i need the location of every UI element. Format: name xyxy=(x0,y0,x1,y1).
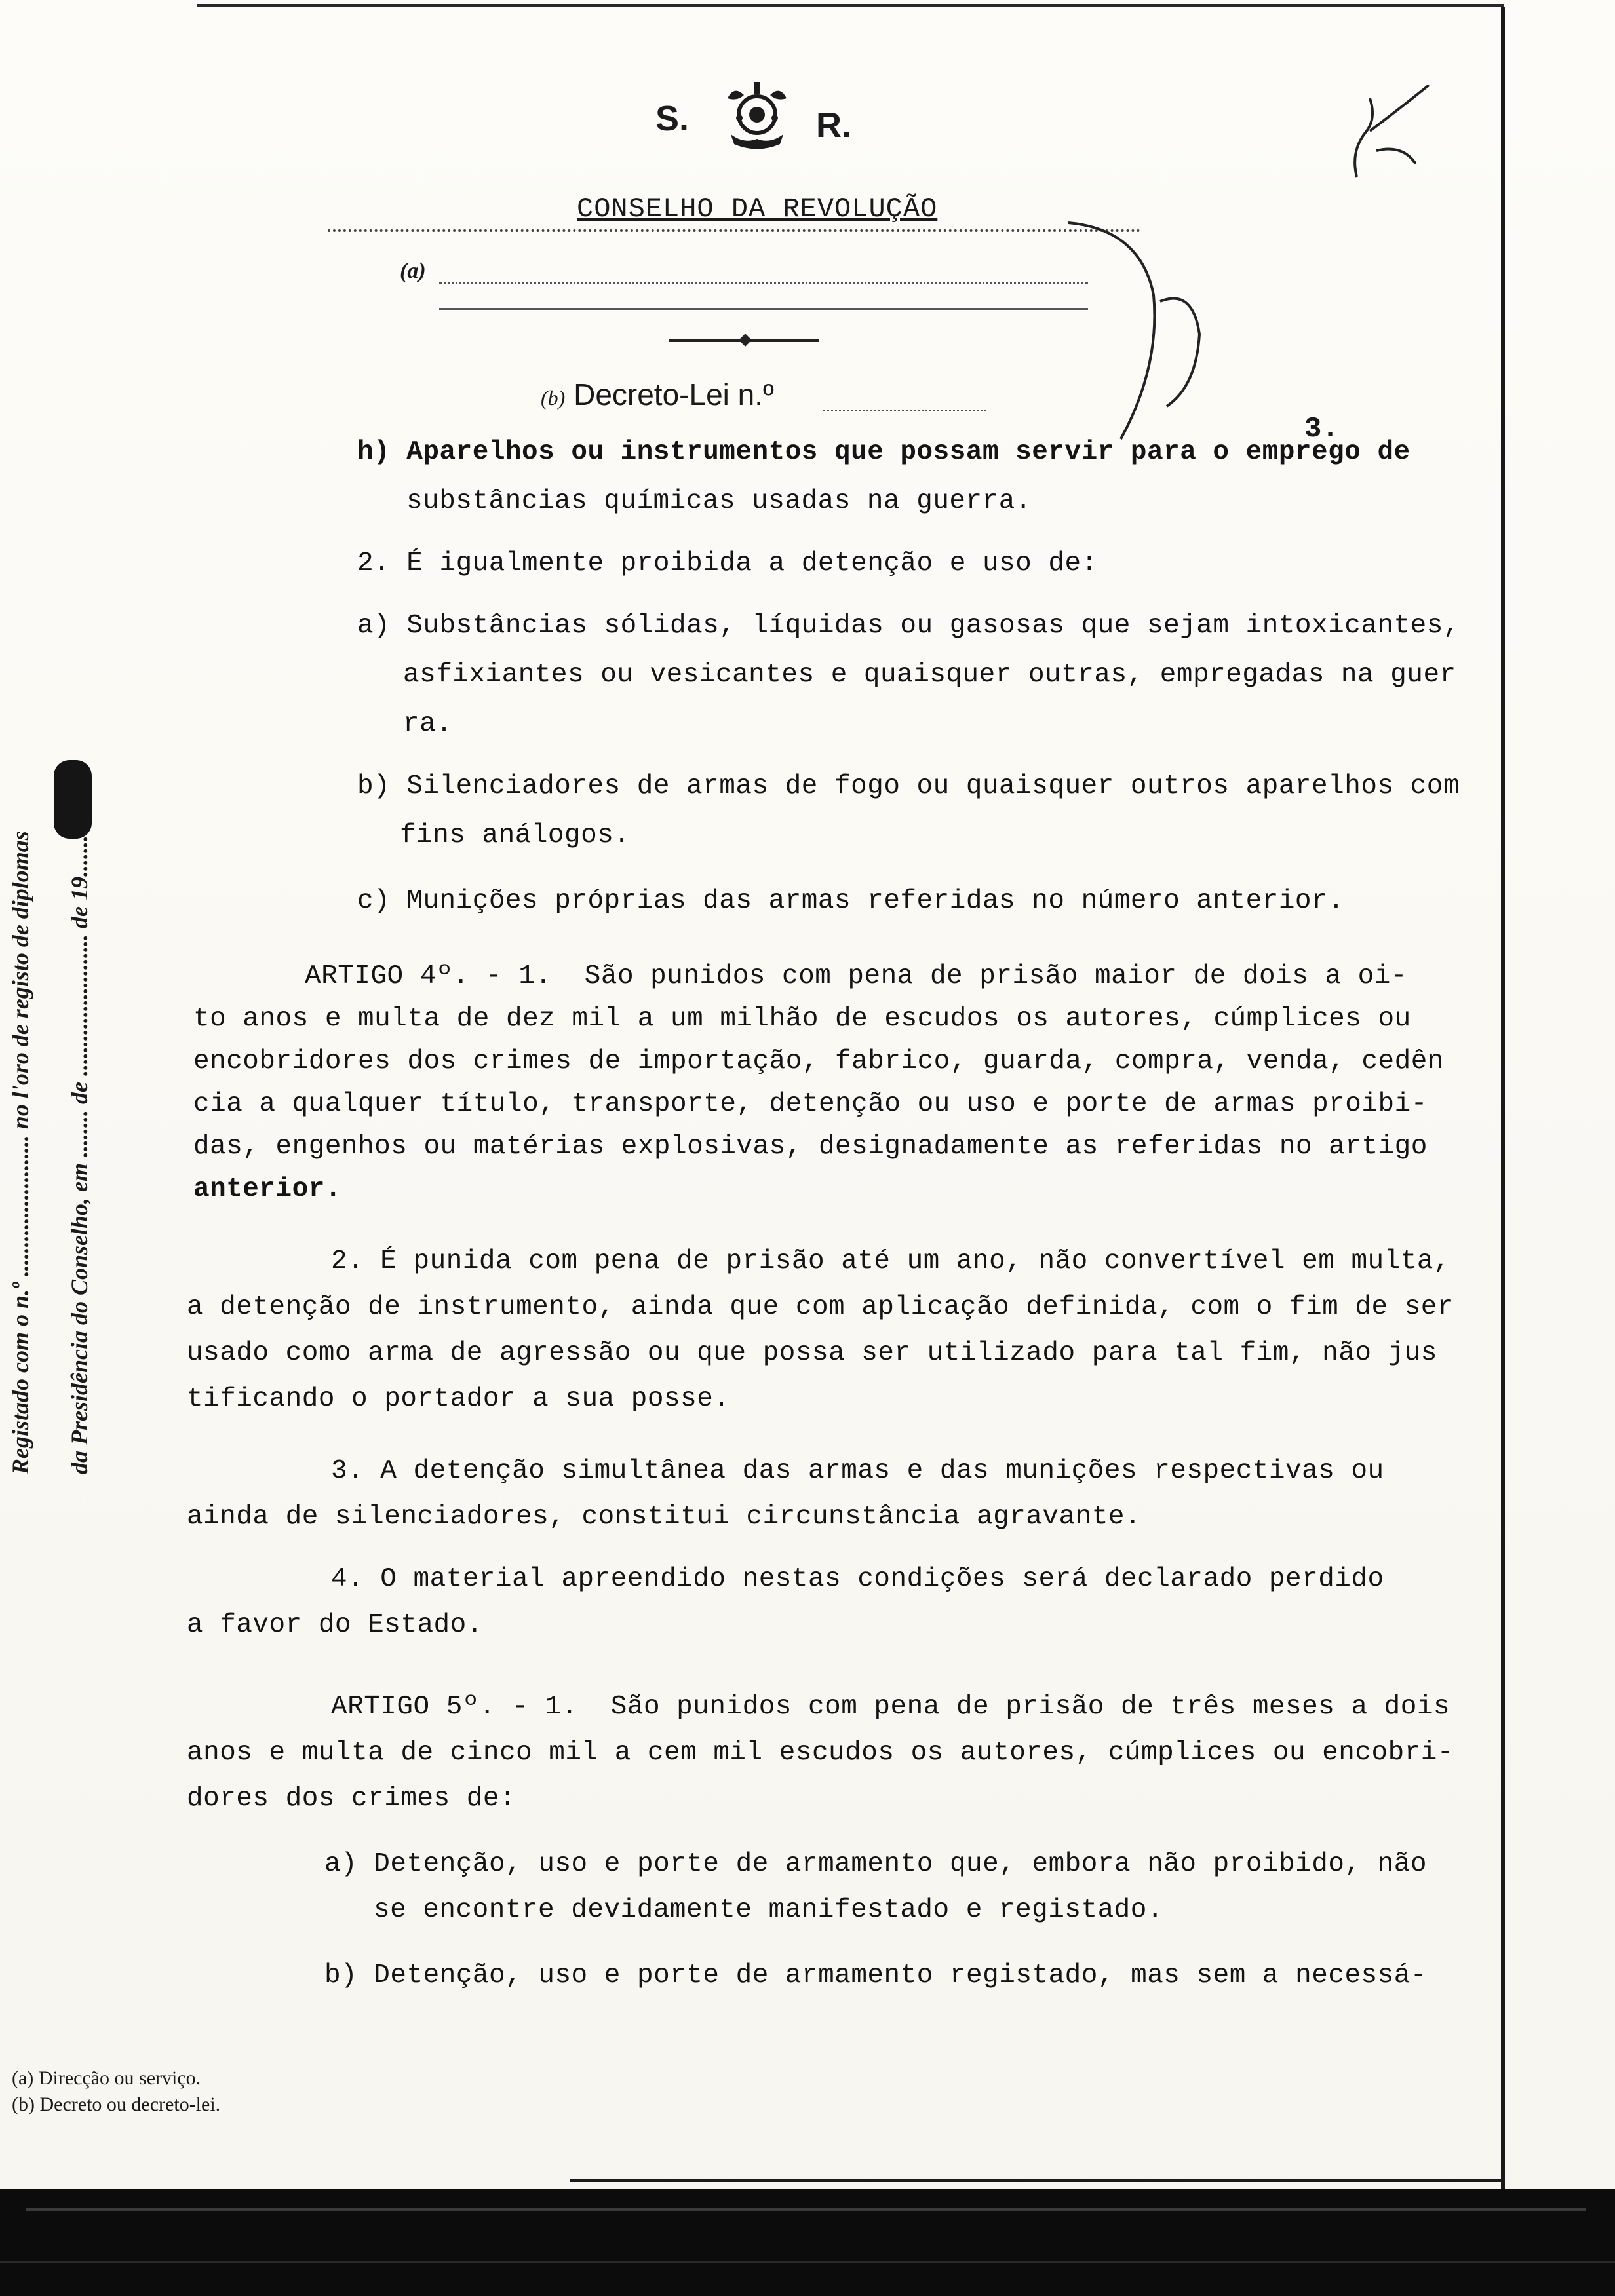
decree-b-label: (b) xyxy=(541,386,566,410)
art4-p2-line-4: tificando o portador a sua posse. xyxy=(187,1384,730,1414)
item-2a-line-3: ra. xyxy=(403,709,453,739)
header-left-letter: S. xyxy=(655,99,690,138)
item-2c: c) Munições próprias das armas referidas no número anterior. xyxy=(357,886,1345,916)
decree-label-line xyxy=(541,377,774,412)
art4-p1-line-5: das, engenhos ou matérias explosivas, designadamente as referidas no artigo xyxy=(193,1132,1428,1162)
direction-underline xyxy=(439,308,1088,310)
art4-p4-line-1: 4. O material apreendido nestas condições será declarado perdido xyxy=(331,1564,1384,1594)
council-title: CONSELHO DA REVOLUÇÃO xyxy=(577,193,938,225)
art5-a-line-1: a) Detenção, uso e porte de armamento que, embora não proibido, não xyxy=(324,1849,1427,1879)
art5-b-line-1: b) Detenção, uso e porte de armamento registado, mas sem a necessá- xyxy=(324,1961,1427,1991)
margin-registration-line-2: da Presidência do Conselho, em ........ de ........................ de 19........ xyxy=(66,830,92,1474)
margin-seal xyxy=(54,760,92,839)
art4-p2-line-3: usado como arma de agressão ou que possa ser utilizado para tal fim, não jus xyxy=(187,1338,1437,1368)
art5-p1-line-3: dores dos crimes de: xyxy=(187,1784,516,1814)
art4-p1-line-4: cia a qualquer título, transporte, detenção ou uso e porte de armas proibi- xyxy=(193,1089,1428,1119)
art5-p1-line-2: anos e multa de cinco mil a cem mil escudos os autores, cúmplices ou encobri- xyxy=(187,1738,1454,1768)
art4-p2-line-2: a detenção de instrumento, ainda que com aplicação definida, com o fim de ser xyxy=(187,1292,1454,1322)
separator-diamond xyxy=(739,334,752,347)
direction-dotted-line xyxy=(439,282,1088,284)
margin-registration-line-1: Registado com o n.º ........................ no l'oro de registo de diplomas xyxy=(7,831,33,1474)
item-2a-line-1: a) Substâncias sólidas, líquidas ou gasosas que sejam intoxicantes, xyxy=(357,611,1460,641)
footnote-a: (a) Direcção ou serviço. xyxy=(12,2067,201,2089)
item-h-line-2: substâncias químicas usadas na guerra. xyxy=(406,486,1032,516)
handwritten-initial-icon xyxy=(1331,72,1442,190)
item-2b-line-2: fins análogos. xyxy=(400,820,631,851)
right-border-line xyxy=(1501,7,1505,2189)
art5-p1-line-1: ARTIGO 5º. - 1. São punidos com pena de prisão de três meses a dois xyxy=(331,1692,1450,1722)
item-2-intro: 2. É igualmente proibida a detenção e uso de: xyxy=(357,548,1098,579)
art4-p1-line-3: encobridores dos crimes de importação, fabrico, guarda, compra, venda, cedên xyxy=(193,1046,1444,1077)
art4-p3-line-1: 3. A detenção simultânea das armas e das munições respectivas ou xyxy=(331,1456,1384,1486)
scan-edge-band xyxy=(0,2189,1615,2296)
art4-p1-line-1: ARTIGO 4º. - 1. São punidos com pena de prisão maior de dois a oi- xyxy=(305,961,1407,991)
art4-p4-line-2: a favor do Estado. xyxy=(187,1610,483,1640)
top-border-line xyxy=(197,4,1504,7)
art4-p1-line-2: to anos e multa de dez mil a um milhão de escudos os autores, cúmplices ou xyxy=(193,1004,1411,1034)
footnote-b: (b) Decreto ou decreto-lei. xyxy=(12,2094,221,2115)
bottom-border-line xyxy=(570,2179,1504,2182)
page-number: 3. xyxy=(1304,413,1339,446)
direction-label: (a) xyxy=(400,259,426,283)
handwritten-stroke-icon xyxy=(1062,216,1206,452)
art4-p1-line-6: anterior. xyxy=(193,1174,341,1204)
art4-p2-line-1: 2. É punida com pena de prisão até um ano, não convertível em multa, xyxy=(331,1246,1450,1276)
item-h-line-1: h) Aparelhos ou instrumentos que possam servir para o emprego de xyxy=(357,437,1411,467)
item-2a-line-2: asfixiantes ou vesicantes e quaisquer outras, empregadas na guer xyxy=(403,660,1456,690)
art5-a-line-2: se encontre devidamente manifestado e registado. xyxy=(374,1895,1163,1925)
decree-label: Decreto-Lei n.º xyxy=(574,377,774,411)
header-right-letter: R. xyxy=(816,105,851,145)
decree-number-dotted-line xyxy=(823,410,986,411)
item-2b-line-1: b) Silenciadores de armas de fogo ou quaisquer outros aparelhos com xyxy=(357,771,1460,801)
coat-of-arms-icon xyxy=(714,79,800,157)
art4-p3-line-2: ainda de silenciadores, constitui circunstância agravante. xyxy=(187,1502,1142,1532)
